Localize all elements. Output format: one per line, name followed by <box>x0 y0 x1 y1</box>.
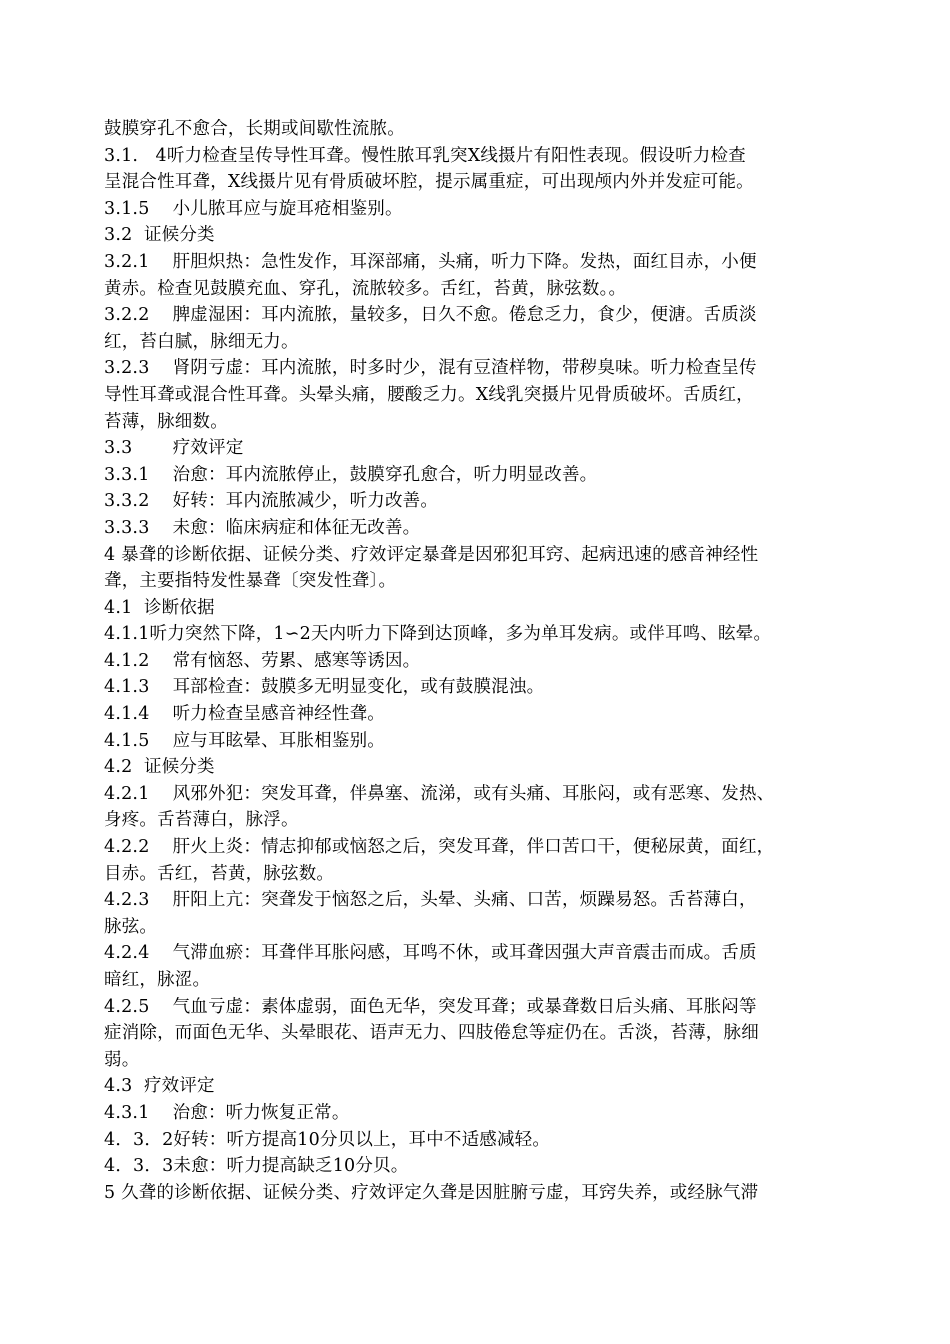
text-line: 4.1.4 听力检查呈感音神经性聋。 <box>104 704 385 725</box>
text-line: 3.2.2 脾虚湿困：耳内流脓，量较多，日久不愈。倦怠乏力，食少，便溏。舌质淡 <box>104 305 757 326</box>
text-line: 呈混合性耳聋，X线摄片见有骨质破坏腔，提示属重症，可出现颅内外并发症可能。 <box>104 172 754 193</box>
text-line: 4.2.5 气血亏虚：素体虚弱，面色无华，突发耳聋；或暴聋数日后头痛、耳胀闷等 <box>104 996 757 1017</box>
text-line: 4.2.4 气滞血瘀：耳聋伴耳胀闷感，耳鸣不休，或耳聋因强大声音震击而成。舌质 <box>104 943 757 964</box>
text-line: 3.2.3 肾阴亏虚：耳内流脓，时多时少，混有豆渣样物，带秽臭味。听力检查呈传 <box>104 358 757 379</box>
text-line: 苔薄，脉细数。 <box>104 411 228 432</box>
text-line: 4．3．3未愈：听力提高缺乏10分贝。 <box>104 1156 409 1177</box>
text-line: 3.1.5 小儿脓耳应与旋耳疮相鉴别。 <box>104 198 403 219</box>
text-line: 弱。 <box>104 1049 140 1070</box>
text-line: 目赤。舌红，苔黄，脉弦数。 <box>104 863 335 884</box>
section-heading: 4.2 证候分类 <box>104 757 215 778</box>
text-line: 3.2.1 肝胆炽热：急性发作，耳深部痛，头痛，听力下降。发热，面红目赤，小便 <box>104 251 757 272</box>
document-page <box>104 116 862 1206</box>
section-heading: 4.1 诊断依据 <box>104 597 215 618</box>
text-line: 鼓膜穿孔不愈合，长期或间歇性流脓。 <box>104 119 405 139</box>
text-line: 4.1.2 常有恼怒、劳累、感寒等诱因。 <box>104 650 421 671</box>
text-line: 4．3．2好转：听方提高10分贝以上，耳中不适感减轻。 <box>104 1129 551 1150</box>
text-line: 4.1.1听力突然下降，1∽2天内听力下降到达顶峰，多为单耳发病。或伴耳鸣、眩晕。 <box>104 624 772 645</box>
section-heading: 4 暴聋的诊断依据、证候分类、疗效评定暴聋是因邪犯耳窍、起病迅速的感音神经性 <box>104 544 759 565</box>
text-line: 4.2.1 风邪外犯：突发耳聋，伴鼻塞、流涕，或有头痛、耳胀闷，或有恶寒、发热、 <box>104 783 775 804</box>
text-line: 症消除，而面色无华、头晕眼花、语声无力、四肢倦怠等症仍在。舌淡，苔薄，脉细 <box>104 1023 759 1044</box>
text-line: 4.2.3 肝阳上亢：突聋发于恼怒之后，头晕、头痛、口苦，烦躁易怒。舌苔薄白， <box>104 890 757 911</box>
section-heading: 3.2 证候分类 <box>104 225 215 246</box>
text-line: 4.1.3 耳部检查：鼓膜多无明显变化，或有鼓膜混浊。 <box>104 677 545 698</box>
text-line: 4.1.5 应与耳眩晕、耳胀相鉴别。 <box>104 730 385 751</box>
text-line: 3.1. 4听力检查呈传导性耳聋。慢性脓耳乳突X线摄片有阳性表现。假设听力检查 <box>104 145 746 166</box>
text-line: 4.2.2 肝火上炎：情志抑郁或恼怒之后，突发耳聋，伴口苦口干，便秘尿黄，面红， <box>104 837 775 858</box>
section-heading: 5 久聋的诊断依据、证候分类、疗效评定久聋是因脏腑亏虚，耳窍失养，或经脉气滞 <box>104 1182 759 1203</box>
text-line: 聋，主要指特发性暴聋〔突发性聋〕。 <box>104 571 397 592</box>
text-line: 暗红，脉涩。 <box>104 970 211 990</box>
section-heading: 4.3 疗效评定 <box>104 1076 215 1097</box>
text-line: 导性耳聋或混合性耳聋。头晕头痛，腰酸乏力。X线乳突摄片见骨质破坏。舌质红， <box>104 384 754 405</box>
text-line: 3.3.2 好转：耳内流脓减少，听力改善。 <box>104 491 439 512</box>
text-line: 3.3.1 治愈：耳内流脓停止，鼓膜穿孔愈合，听力明显改善。 <box>104 464 598 485</box>
text-line: 红，苔白腻，脉细无力。 <box>104 331 299 352</box>
text-line: 脉弦。 <box>104 916 158 937</box>
section-heading: 3.3 疗效评定 <box>104 438 244 459</box>
text-line: 3.3.3 未愈：临床病症和体征无改善。 <box>104 517 421 538</box>
text-line: 身疼。舌苔薄白，脉浮。 <box>104 810 299 831</box>
text-line: 4.3.1 治愈：听力恢复正常。 <box>104 1102 350 1123</box>
text-line: 黄赤。检查见鼓膜充血、穿孔，流脓较多。舌红，苔黄，脉弦数。。 <box>104 278 627 299</box>
